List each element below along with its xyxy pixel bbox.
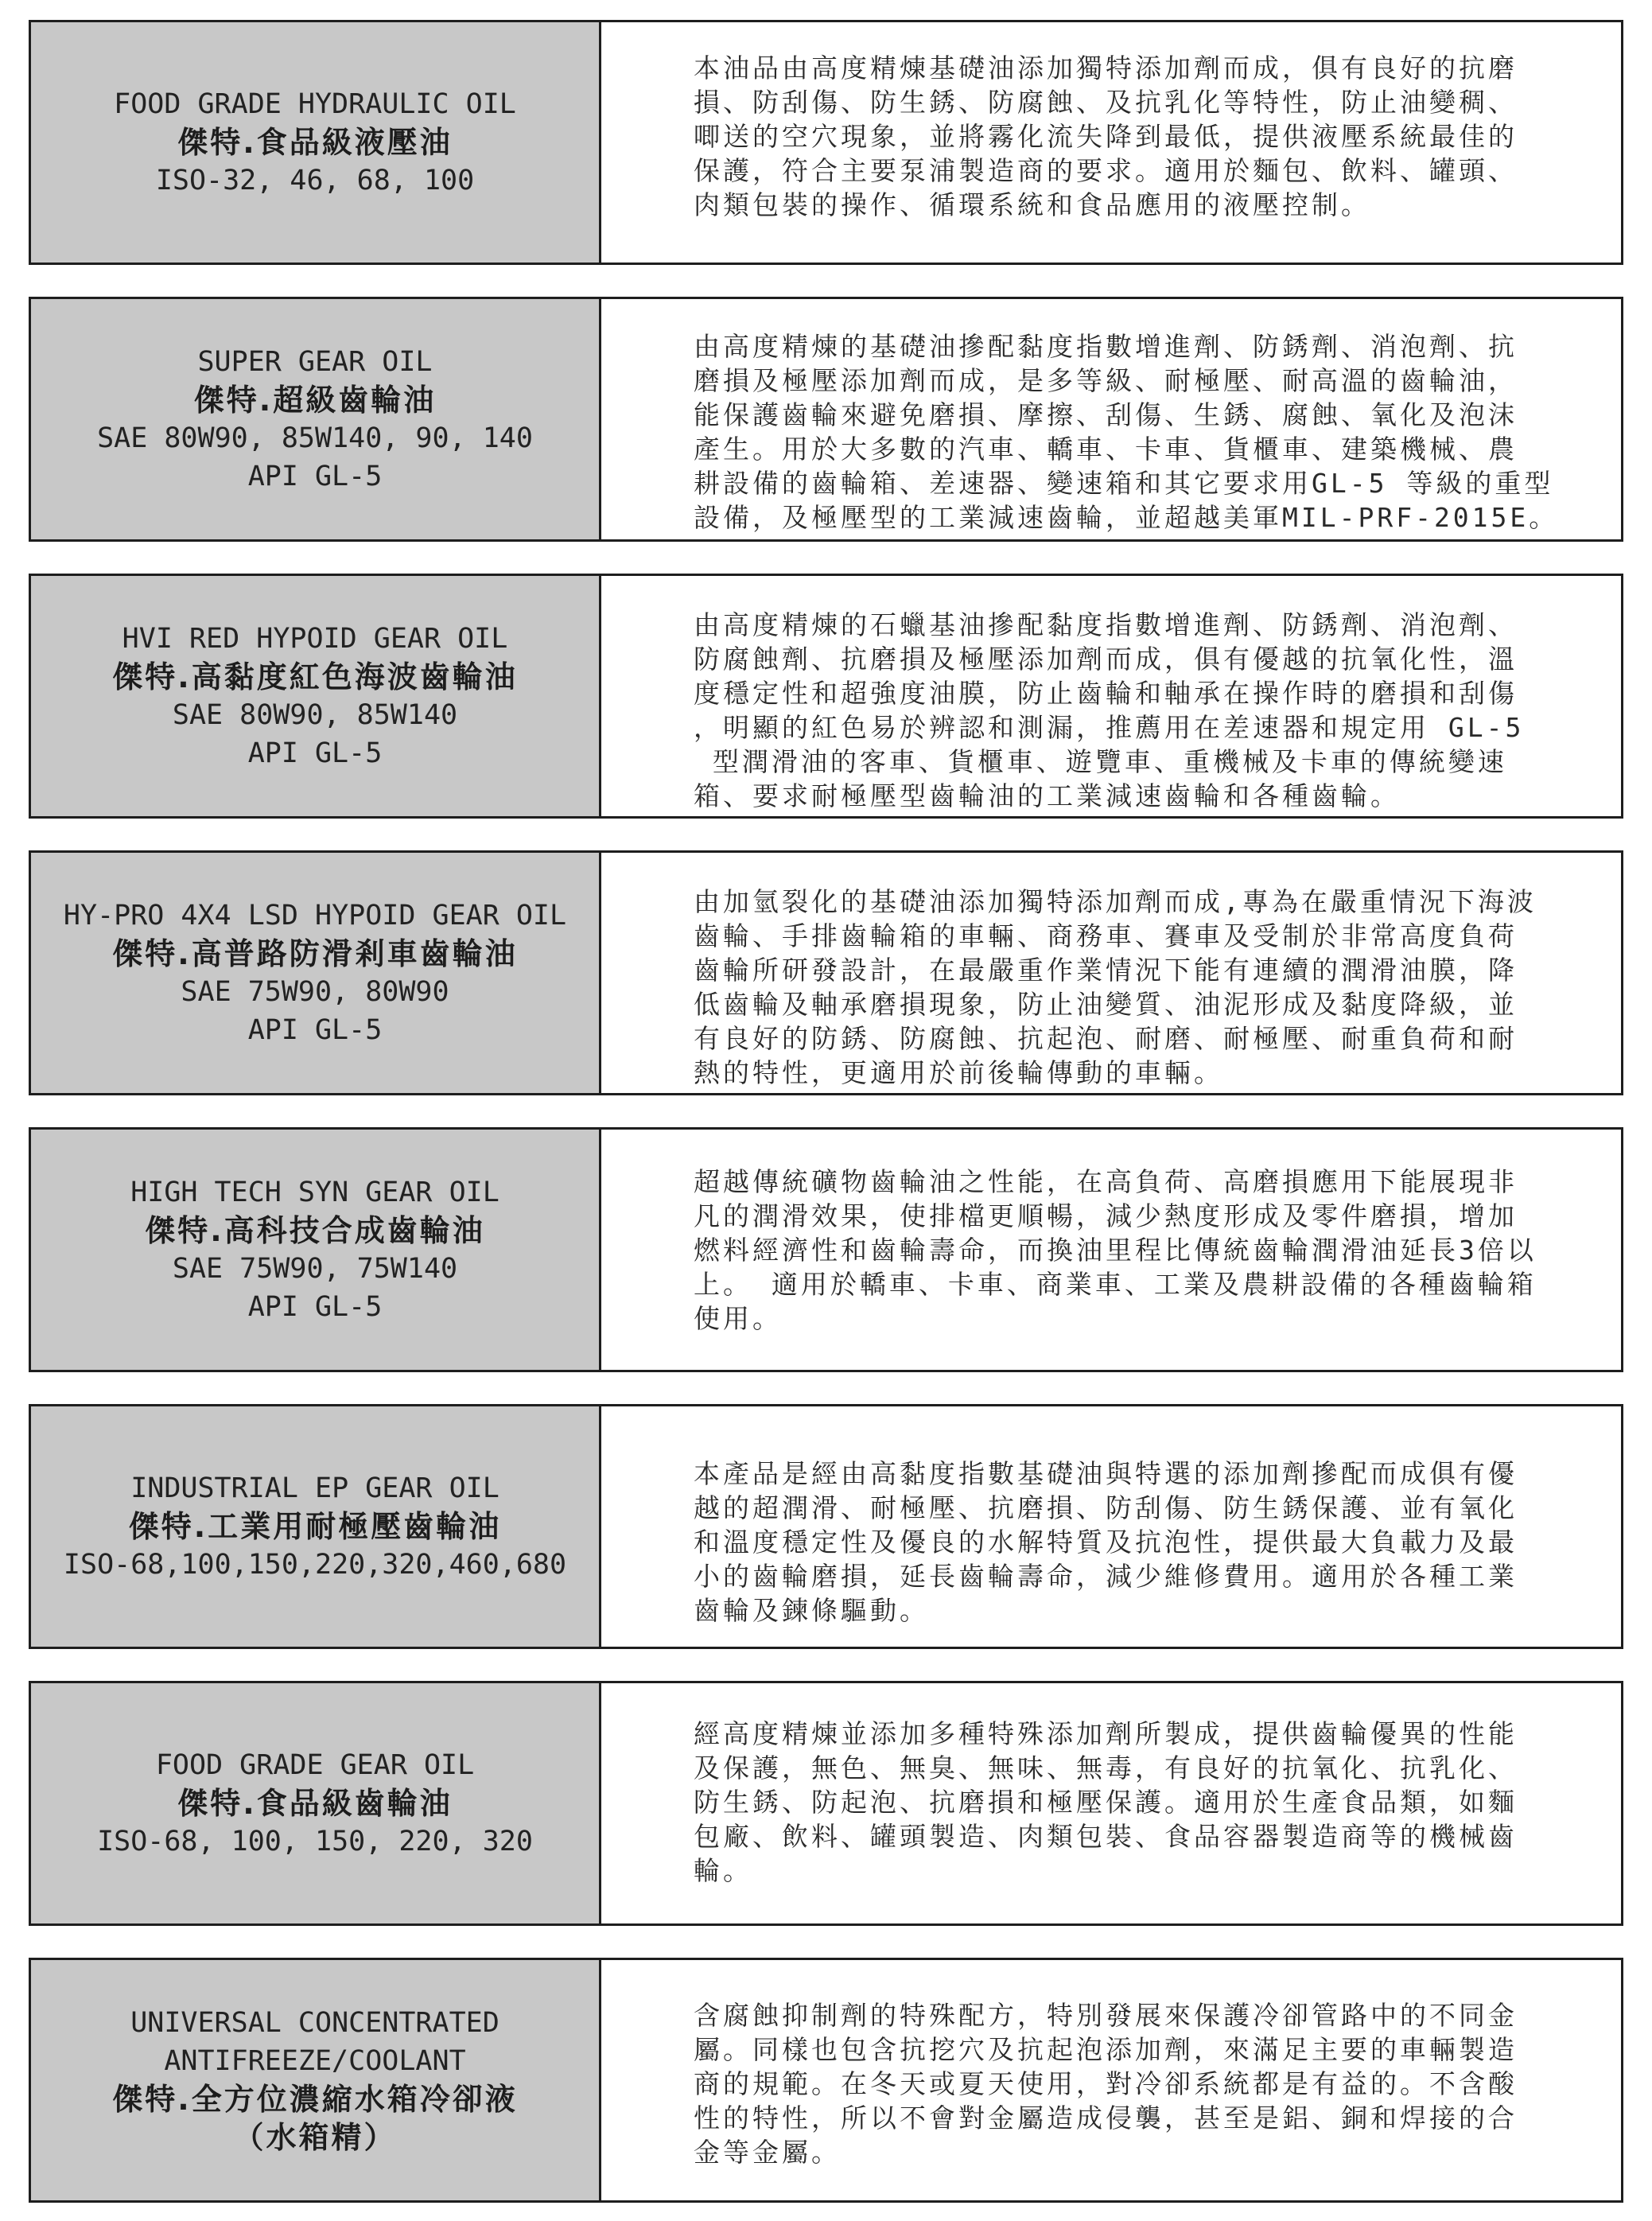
product-name-en: FOOD GRADE GEAR OIL [155, 1749, 475, 1781]
description-line: 輪。 [694, 1855, 752, 1886]
description-line: 有良好的防銹、防腐蝕、抗起泡、耐磨、耐極壓、耐重負荷和耐 [694, 1023, 1518, 1054]
description-line: 屬。同樣也包含抗挖穴及抗起泡添加劑，來滿足主要的車輛製造 [694, 2034, 1518, 2065]
product-description [601, 853, 1621, 1093]
product-description [601, 1406, 1621, 1647]
product-name-zh: 傑特.食品級齒輪油 [177, 1786, 453, 1821]
product-name-en: SUPER GEAR OIL [197, 346, 433, 378]
description-line: 保護，符合主要泵浦製造商的要求。適用於麵包、飲料、罐頭、 [694, 155, 1518, 186]
description-line: 產生。用於大多數的汽車、轎車、卡車、貨櫃車、建築機械、農 [694, 434, 1518, 465]
description-line: 經高度精煉並添加多種特殊添加劑所製成，提供齒輪優異的性能 [694, 1718, 1518, 1749]
description-line: 小的齒輪磨損，延長齒輪壽命，減少維修費用。適用於各種工業 [694, 1561, 1518, 1592]
description-line: 由高度精煉的石蠟基油摻配黏度指數增進劑、防銹劑、消泡劑、 [694, 609, 1518, 640]
product-description [601, 1683, 1621, 1923]
product-spec: SAE 80W90, 85W140, 90, 140 [97, 422, 533, 454]
description-line: 上。 適用於轎車、卡車、商業車、工業及農耕設備的各種齒輪箱 [694, 1269, 1537, 1300]
product-name-en: INDUSTRIAL EP GEAR OIL [130, 1472, 499, 1504]
description-line: 齒輪及鍊條驅動。 [694, 1595, 929, 1626]
description-line: 損、防刮傷、防生銹、防腐蝕、及抗乳化等特性，防止油變稠、 [694, 87, 1518, 118]
description-line: 耕設備的齒輪箱、差速器、變速箱和其它要求用GL-5 等級的重型 [694, 468, 1554, 499]
description-line: 本產品是經由高黏度指數基礎油與特選的添加劑摻配而成俱有優 [694, 1458, 1518, 1489]
product-name-zh: 傑特.工業用耐極壓齒輪油 [128, 1509, 502, 1544]
product-name-zh: 傑特.高普路防滑剎車齒輪油 [112, 936, 518, 971]
description-line: 超越傳統礦物齒輪油之性能，在高負荷、高磨損應用下能展現非 [694, 1166, 1518, 1197]
description-line: 箱、要求耐極壓型齒輪油的工業減速齒輪和各種齒輪。 [694, 780, 1400, 811]
product-spec: SAE 75W90, 80W90 [181, 976, 449, 1008]
description-line: 齒輪所研發設計，在最嚴重作業情況下能有連續的潤滑油膜，降 [694, 955, 1518, 986]
description-line: 包廠、飲料、罐頭製造、肉類包裝、食品容器製造商等的機械齒 [694, 1821, 1518, 1852]
product-name-en: UNIVERSAL CONCENTRATED [130, 2007, 499, 2039]
product-spec: ISO-32, 46, 68, 100 [155, 165, 475, 196]
product-name-zh: 傑特.高科技合成齒輪油 [145, 1213, 485, 1248]
description-line: 燃料經濟性和齒輪壽命，而換油里程比傳統齒輪潤滑油延長3倍以 [694, 1235, 1537, 1266]
description-line: 度穩定性和超強度油膜，防止齒輪和軸承在操作時的磨損和刮傷 [694, 678, 1518, 709]
description-line: 商的規範。在冬天或夏天使用，對冷卻系統都是有益的。不含酸 [694, 2068, 1518, 2099]
product-row [29, 297, 1623, 542]
product-name-en: HIGH TECH SYN GEAR OIL [130, 1177, 499, 1208]
description-line: 本油品由高度精煉基礎油添加獨特添加劑而成，俱有良好的抗磨 [694, 53, 1518, 84]
product-description [601, 22, 1621, 263]
product-row [29, 1958, 1623, 2203]
description-line: 含腐蝕抑制劑的特殊配方，特別發展來保護冷卻管路中的不同金 [694, 2000, 1518, 2031]
product-name-en: HY-PRO 4X4 LSD HYPOID GEAR OIL [63, 900, 567, 932]
product-description [601, 576, 1621, 816]
product-spec: SAE 75W90, 75W140 [172, 1253, 458, 1285]
product-description [601, 299, 1621, 539]
product-name-zh: （水箱精） [233, 2120, 397, 2155]
description-line: 齒輪、手排齒輪箱的車輛、商務車、賽車及受制於非常高度負荷 [694, 920, 1518, 951]
description-line: 肉類包裝的操作、循環系統和食品應用的液壓控制。 [694, 189, 1370, 220]
product-name-cell [31, 1406, 601, 1647]
description-line: 能保護齒輪來避免磨損、摩擦、刮傷、生銹、腐蝕、氧化及泡沫 [694, 399, 1518, 430]
product-spec: ISO-68,100,150,220,320,460,680 [63, 1549, 567, 1581]
product-row [29, 20, 1623, 265]
product-spec: API GL-5 [247, 737, 383, 769]
description-line: 及保護，無色、無臭、無味、無毒，有良好的抗氧化、抗乳化、 [694, 1752, 1518, 1783]
product-name-cell [31, 1960, 601, 2200]
product-name-cell [31, 1130, 601, 1370]
product-row [29, 850, 1623, 1095]
description-line: 性的特性，所以不會對金屬造成侵襲，甚至是鋁、銅和焊接的合 [694, 2102, 1518, 2133]
product-description [601, 1130, 1621, 1370]
product-spec: API GL-5 [247, 1014, 383, 1046]
product-name-zh: 傑特.高黏度紅色海波齒輪油 [112, 659, 518, 694]
description-line: 熱的特性，更適用於前後輪傳動的車輛。 [694, 1057, 1223, 1088]
description-line: ，明顯的紅色易於辨認和測漏，推薦用在差速器和規定用 GL-5 [694, 712, 1525, 743]
product-name-cell [31, 576, 601, 816]
description-line: 金等金屬。 [694, 2137, 841, 2168]
product-spec: ISO-68, 100, 150, 220, 320 [97, 1826, 533, 1857]
product-name-zh: 傑特.超級齒輪油 [193, 383, 437, 418]
product-row [29, 1404, 1623, 1649]
product-name-en: FOOD GRADE HYDRAULIC OIL [114, 88, 516, 120]
product-name-en: ANTIFREEZE/COOLANT [164, 2045, 466, 2077]
description-line: 唧送的空穴現象，並將霧化流失降到最低，提供液壓系統最佳的 [694, 121, 1518, 152]
product-name-cell [31, 22, 601, 263]
description-line: 使用。 [694, 1303, 782, 1334]
product-row [29, 1127, 1623, 1372]
product-name-cell [31, 1683, 601, 1923]
product-name-zh: 傑特.食品級液壓油 [177, 125, 453, 160]
description-line: 設備，及極壓型的工業減速齒輪，並超越美軍MIL-PRF-2015E。 [694, 502, 1559, 533]
description-line: 磨損及極壓添加劑而成，是多等級、耐極壓、耐高溫的齒輪油， [694, 365, 1518, 396]
product-name-cell [31, 853, 601, 1093]
description-line: 越的超潤滑、耐極壓、抗磨損、防刮傷、防生銹保護、並有氧化 [694, 1492, 1518, 1523]
product-row [29, 574, 1623, 819]
product-spec: SAE 80W90, 85W140 [172, 699, 458, 731]
product-name-en: HVI RED HYPOID GEAR OIL [122, 623, 508, 655]
product-name-cell [31, 299, 601, 539]
description-line: 防腐蝕劑、抗磨損及極壓添加劑而成，俱有優越的抗氧化性，溫 [694, 644, 1518, 675]
description-line: 由高度精煉的基礎油摻配黏度指數增進劑、防銹劑、消泡劑、抗 [694, 331, 1518, 362]
description-line: 型潤滑油的客車、貨櫃車、遊覽車、重機械及卡車的傳統變速 [694, 746, 1507, 777]
description-line: 由加氫裂化的基礎油添加獨特添加劑而成,專為在嚴重情況下海波 [694, 886, 1537, 917]
product-spec: API GL-5 [247, 461, 383, 492]
product-spec: API GL-5 [247, 1291, 383, 1323]
description-line: 低齒輪及軸承磨損現象，防止油變質、油泥形成及黏度降級，並 [694, 989, 1518, 1020]
product-row [29, 1681, 1623, 1926]
description-line: 和溫度穩定性及優良的水解特質及抗泡性，提供最大負載力及最 [694, 1527, 1518, 1558]
description-line: 凡的潤滑效果，使排檔更順暢，減少熱度形成及零件磨損，增加 [694, 1200, 1518, 1231]
product-description [601, 1960, 1621, 2200]
product-name-zh: 傑特.全方位濃縮水箱冷卻液 [112, 2082, 518, 2117]
description-line: 防生銹、防起泡、抗磨損和極壓保護。適用於生產食品類，如麵 [694, 1787, 1518, 1818]
